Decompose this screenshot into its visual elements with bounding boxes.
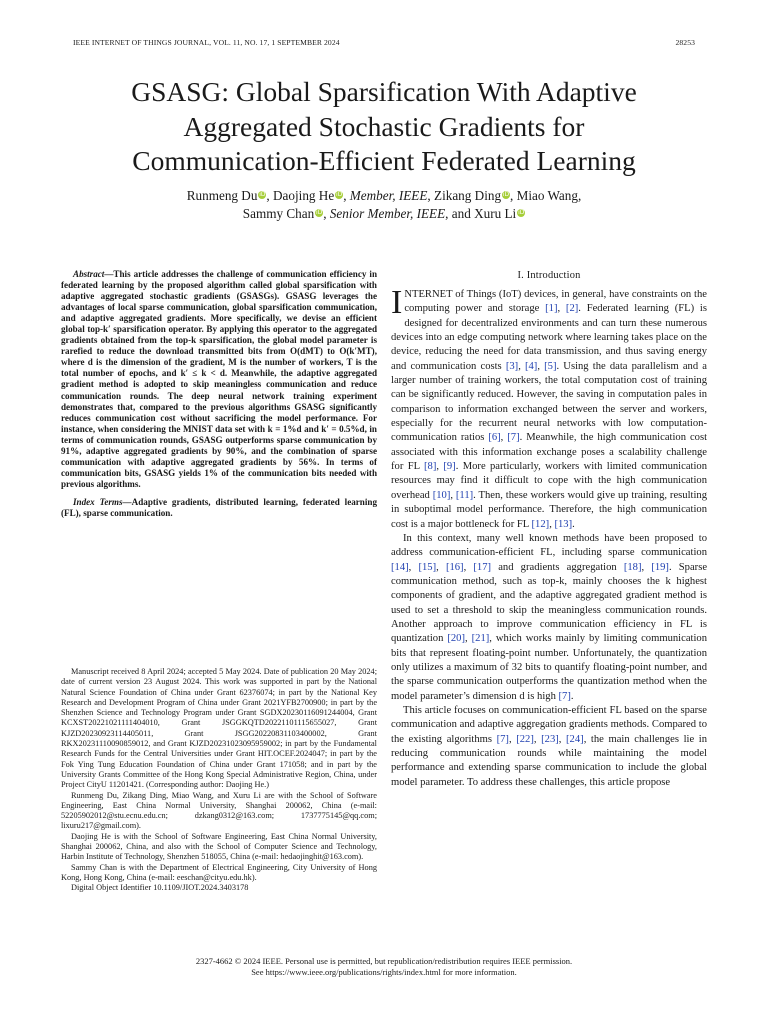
author-name: Zikang Ding [434, 188, 502, 203]
page-number: 28253 [675, 38, 695, 47]
text-run: , [465, 633, 472, 645]
citation-link[interactable]: [5] [544, 360, 557, 372]
intro-paragraph-2 [391, 532, 707, 704]
text-run: . [572, 518, 575, 530]
drop-cap: I [391, 284, 403, 321]
text-run: . [570, 690, 574, 702]
right-column [391, 269, 707, 790]
author-line-2: Sammy Chan iD, Senior Member, IEEE, and Xuru Li iD [242, 205, 525, 221]
text-run: , [436, 461, 444, 473]
author-conjunction: and [451, 205, 471, 221]
citation-link[interactable]: [13] [554, 518, 573, 530]
left-column [61, 269, 377, 519]
citation-link[interactable]: [15] [418, 561, 437, 573]
abstract-label: Abstract— [73, 269, 114, 279]
copyright-notice [60, 956, 708, 978]
citation-link[interactable]: [11] [455, 489, 474, 501]
text-run: . Using the data parallelism and a larger number of training workers, the total computation cost of training can be significantly reduced. However, the saving in computation pales in comparison to information exchanged between the server and workers, especially for the recurrent neural networks with low computation-communication ratios [391, 360, 707, 444]
citation-link[interactable]: [14] [391, 561, 409, 573]
text-run: . Meanwhile, the high communication cost associated with this information exchange poses a scalability challenge for FL [391, 432, 708, 473]
author-line-1: Runmeng Du iD, Daojing He iD, Member, IEEE, Zikang Ding iD, Miao Wang, [186, 188, 582, 203]
citation-link[interactable]: [7] [496, 733, 509, 745]
text-run: , [518, 360, 525, 372]
running-head [73, 38, 695, 50]
author-name: Sammy Chan [242, 205, 315, 221]
footnote-manuscript: Manuscript received 8 April 2024; accepted 5 May 2024. Date of publication 20 May 2024; date of current version 23 August 2024. This work was supported in part by the National Natural Science Foundation of China under Grant 62376074; in part by the National Key Research and Development Program of China under Grant 2021YFB2700900; in part by the Shenzhen Science and Technology Program under Grant SGDX20230116091244004, Grant KCXST20221021111404010, Grant JSGGKQTD20221101115655027, Grant KJZD20230923114405011, Grant JSGG20220831103400002, Grant RKX20231110090859012, and Grant KJZD20231023095959002; in part by the Fundamental Research Funds for the Central Universities under Grant HIT.OCEF.2024047; in part by the Fok Ying Tung Education Foundation of China under Grant 171058; and in part by the University Grants Committee of the Hong Kong Special Administrative Region, China, under Project CityU 11201421. (Corresponding author: Daojing He.) [61, 667, 377, 790]
citation-link[interactable]: [7] [507, 432, 520, 444]
text-run: , [558, 733, 567, 745]
citation-link[interactable]: [7] [558, 690, 571, 702]
paper-title [60, 75, 708, 179]
author-list [60, 187, 708, 222]
citation-link[interactable]: [16] [445, 561, 464, 573]
footnote-doi: Digital Object Identifier 10.1109/JIOT.2024.3403178 [71, 883, 249, 893]
citation-link[interactable]: [21] [471, 633, 490, 645]
author-name: Xuru Li [474, 205, 517, 221]
text-run: , the main challenges lie in reducing communication rounds while maintaining the model performance and extending sparse communication to include the global model parameter. To address these challenges, this article propose [391, 733, 707, 788]
citation-link[interactable]: [4] [524, 360, 538, 372]
citation-link[interactable]: [24] [566, 733, 584, 745]
citation-link[interactable]: [8] [424, 461, 437, 473]
author-name: Runmeng Du [186, 188, 258, 203]
orcid-icon[interactable]: iD [518, 208, 525, 216]
citation-link[interactable]: [18] [623, 561, 642, 573]
author-name: Daojing He [273, 188, 335, 203]
text-run: , [450, 489, 456, 501]
section-heading-introduction: I. Introduction [517, 270, 581, 281]
citation-link[interactable]: [19] [651, 561, 669, 573]
footnote-affiliation: Sammy Chan is with the Department of Electrical Engineering, City University of Hong Kong, Hong Kong, China (e-mail: eeschan@cityu.edu.hk). [61, 862, 377, 882]
citation-link[interactable]: [2] [565, 303, 579, 315]
citation-link[interactable]: [17] [473, 561, 492, 573]
title-line-3: Communication-Efficient Federated Learning [132, 145, 636, 176]
citation-link[interactable]: [1] [545, 303, 558, 315]
text-run: , [549, 518, 555, 530]
abstract [61, 269, 377, 490]
author-role: Senior Member, IEEE [329, 205, 446, 221]
text-run: , [408, 561, 419, 573]
title-line-2: Aggregated Stochastic Gradients for [183, 110, 585, 142]
text-run: , [557, 303, 566, 315]
text-run: . Federated learning (FL) is designed for decentralized environments and can turn these numerous devices into an edge computing network where learning takes place on the device, reducing the need for data transmission, and thus saving energy and communication costs [391, 303, 708, 372]
citation-link[interactable]: [22] [516, 733, 534, 745]
intro-paragraph-3 [391, 704, 707, 790]
citation-link[interactable]: [3] [505, 360, 519, 372]
author-role: Member, IEEE [349, 188, 428, 203]
footnotes [61, 667, 377, 894]
copyright-line: 2327-4662 © 2024 IEEE. Personal use is permitted, but republication/redistribution requires IEEE permission. [195, 956, 573, 966]
abstract-text: This article addresses the challenge of communication efficiency in federated learning by the proposed algorithm called global sparsification with adaptive aggregated stochastic gradients (GSASGs). GSASG leverages the advantages of local sparse communication, global sparsification communication, and adaptive aggregated gradients. More specifically, we devise an efficient global top-k′ sparsification operator. By applying this operator to the aggregated gradients obtained from the top-k sparsification, the global model parameter is rarefied to reduce the download transmitted bits from O(dMT) to O(k′MT), where d is the dimension of the gradient, M is the number of workers, T is the total number of epochs, and k′ ≤ k < d. Meanwhile, the adaptive aggregated gradient method is adopted to skip meaningless communication and reduce communication rounds. The deep neural network training experiment demonstrates that, compared to the previous algorithms GSASG significantly reduces communication cost without sacrificing the model performance. For instance, when considering the MNIST data set with k = 1%d and k′ = 0.5%d, in terms of communication rounds, GSASG outperforms sparse communication by 91%, adaptive aggregated gradients by 90%, and the combination of sparse communication with adaptive aggregated gradients by 56%. In terms of communication bits, GSASG yields 1% of the communication bits needed with previous algorithms. [61, 269, 377, 489]
text-run: , [463, 561, 474, 573]
text-run: , which works mainly by limiting communication bits that represent floating-point number. Unfortunately, the quantization only utilizes a maximum of 32 bits to quantify floating-point number, and the sparse communication outperforms the quantization method when the model parameter’s dimension d is high [391, 633, 708, 702]
index-terms [61, 497, 377, 519]
text-run: and gradients aggregation [491, 561, 624, 573]
orcid-icon[interactable]: iD [502, 191, 510, 198]
orcid-icon[interactable]: iD [316, 208, 323, 216]
citation-link[interactable]: [12] [531, 518, 550, 530]
author-name: Miao Wang [516, 188, 578, 203]
text-run: , [537, 360, 545, 372]
intro-paragraph-1 [391, 284, 708, 532]
footnote-affiliation: Daojing He is with the School of Software Engineering, East China Normal University, Shanghai 200062, China, and also with the School of Computer Science and Technology, Harbin Institute of Technology, Shenzhen 518055, China (e-mail: hedaojinghit@163.com). [61, 831, 377, 862]
text-run: , [436, 561, 446, 573]
text-run: , [500, 432, 508, 444]
orcid-icon[interactable]: iD [259, 191, 266, 198]
citation-link[interactable]: [23] [541, 733, 559, 745]
citation-link[interactable]: [9] [443, 461, 456, 473]
citation-link[interactable]: [6] [488, 432, 501, 444]
index-terms-text: Adaptive gradients, distributed learning, federated learning (FL), sparse communication. [61, 496, 377, 519]
citation-link[interactable]: [10] [432, 489, 451, 501]
index-terms-label: Index Terms— [73, 496, 132, 507]
citation-link[interactable]: [20] [447, 633, 465, 645]
text-run: . Sparse communication method, such as top-k, mainly chooses the k highest components of gradient, and the adaptive aggregated gradient method is used to set a threshold to skip the meaningless communication rounds. Another approach to improve communication efficiency in FL is quantization [391, 561, 708, 645]
text-run: NTERNET of Things (IoT) devices, in general, have constraints on the computing power and storage [404, 289, 707, 315]
rights-link[interactable]: See https://www.ieee.org/publications/rights/index.html for more information. [251, 967, 517, 977]
text-run: , [641, 561, 652, 573]
title-line-1: GSASG: Global Sparsification With Adaptive [131, 76, 637, 107]
text-run: , [533, 733, 542, 745]
orcid-icon[interactable]: iD [336, 191, 343, 198]
text-run: . More particularly, workers with limited communication resources may find it difficult to cope with the high communication overhead [391, 461, 707, 501]
text-run: , [508, 733, 517, 745]
journal-name: IEEE INTERNET OF THINGS JOURNAL, VOL. 11, NO. 17, 1 SEPTEMBER 2024 [73, 38, 340, 47]
footnote-affiliation: Runmeng Du, Zikang Ding, Miao Wang, and Xuru Li are with the School of Software Engineering, East China Normal University, Shanghai 200062, China (e-mail: 52205902012@stu.ecnu.edu.cn; dzkang0312@163.com; 1737775145@qq.com; lixuru217@gmail.com). [61, 790, 377, 831]
text-run: In this context, many well known methods have been proposed to address communication-efficient FL, including sparse communication [391, 532, 707, 559]
text-run: . Then, these workers would give up training, resulting in suboptimal model performance. Therefore, the high communication cost is a major bottleneck for FL [391, 489, 707, 530]
text-run: This article focuses on communication-efficient FL based on the sparse communication and adaptive aggregation gradients methods. Compared to the existing algorithms [391, 704, 707, 745]
